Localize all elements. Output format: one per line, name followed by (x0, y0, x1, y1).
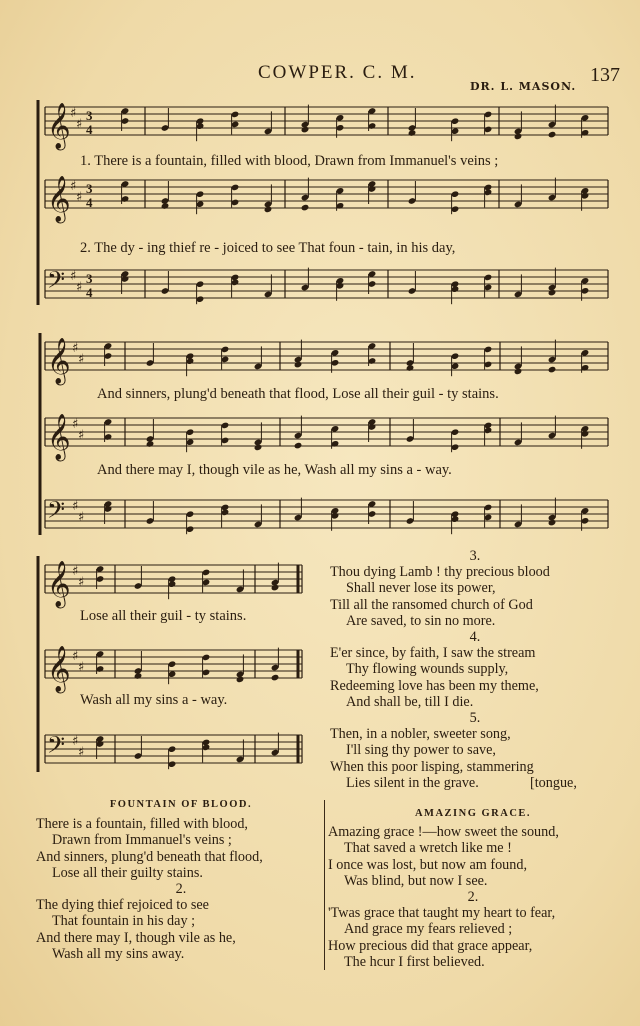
note-head (548, 131, 557, 139)
verse-number: 2. (467, 889, 479, 906)
verse-line: The dying thief rejoiced to see (36, 897, 209, 914)
sharp-icon: ♯ (76, 190, 83, 205)
verse-line: The hcur I first believed. (344, 953, 485, 970)
verse-line: Drawn from Immanuel's veins ; (52, 832, 232, 849)
sharp-icon: ♯ (78, 660, 85, 675)
verse-line: There is a fountain, filled with blood, (36, 816, 248, 833)
treble-clef-icon: 𝄞 (47, 103, 71, 149)
sharp-icon: ♯ (72, 734, 79, 749)
treble-clef-icon: 𝄞 (47, 646, 71, 692)
composer-credit: DR. L. MASON. (470, 80, 577, 93)
verse-line: Amazing grace !—how sweet the sound, (328, 824, 559, 841)
verse-line: Shall never lose its power, (346, 580, 496, 597)
time-signature-top: 3 (86, 181, 93, 196)
sharp-icon: ♯ (78, 510, 85, 525)
sharp-icon: ♯ (78, 352, 85, 367)
verse-line: And shall be, till I die. (346, 693, 474, 710)
time-signature-bottom: 4 (86, 122, 93, 137)
time-signature-bottom: 4 (86, 285, 93, 300)
amazing-grace-hymn (328, 806, 618, 970)
verse-line: How precious did that grace appear, (328, 937, 533, 954)
bass-clef-icon: 𝄢 (47, 731, 66, 764)
note-head (294, 361, 303, 369)
verse-line: And sinners, plung'd beneath that flood, (36, 848, 263, 865)
right-verses (330, 548, 620, 791)
lyric-system2-verse1: And sinners, plung'd beneath that flood, Lose all their guil - ty stains. (97, 386, 499, 402)
sharp-icon: ♯ (76, 280, 83, 295)
sharp-icon: ♯ (72, 341, 79, 356)
lyric-system3-verse1: Lose all their guil - ty stains. (80, 608, 247, 624)
hymn-heading: AMAZING GRACE. (414, 808, 532, 819)
verse-line: Redeeming love has been my theme, (330, 677, 539, 694)
sharp-icon: ♯ (78, 428, 85, 443)
sharp-icon: ♯ (70, 106, 77, 121)
verse-number: 4. (469, 629, 481, 646)
verse-line: Are saved, to sin no more. (346, 612, 496, 629)
verse-line: Lies silent in the grave. (346, 774, 479, 791)
lyric-system1-verse2: 2. The dy - ing thief re - joiced to see That foun - tain, in his day, (80, 240, 456, 256)
verse-line: I'll sing thy power to save, (346, 742, 496, 759)
sharp-icon: ♯ (76, 117, 83, 132)
note-head (264, 206, 273, 214)
note-head (548, 519, 557, 527)
fountain-of-blood-hymn (36, 797, 326, 962)
verse-line: Lose all their guilty stains. (52, 864, 203, 881)
treble-clef-icon: 𝄞 (47, 338, 71, 384)
note-head (271, 674, 280, 682)
sharp-icon: ♯ (72, 564, 79, 579)
verse-line: And grace my fears relieved ; (344, 921, 513, 938)
page-number: 137 (590, 64, 620, 86)
verse-number: 2. (175, 881, 187, 898)
verse-line: Till all the ransomed church of God (330, 596, 533, 613)
note-head (294, 442, 303, 450)
verse-line: Was blind, but now I see. (344, 872, 488, 889)
verse-line: Wash all my sins away. (52, 945, 185, 962)
verse-number: 5. (469, 710, 481, 727)
verse-line: That saved a wretch like me ! (344, 840, 512, 857)
hymn-title: COWPER. C. M. (258, 62, 417, 83)
verse-line-overflow: [tongue, (530, 774, 577, 791)
verse-line: I once was lost, but now am found, (328, 856, 527, 873)
treble-clef-icon: 𝄞 (47, 414, 71, 460)
verse-number: 3. (469, 548, 481, 564)
note-head (301, 204, 310, 212)
note-head (301, 126, 310, 134)
verse-line: When this poor lisping, stammering (330, 758, 534, 775)
sharp-icon: ♯ (70, 269, 77, 284)
note-head (271, 584, 280, 592)
verse-line-wrap (330, 775, 620, 791)
verse-line: Then, in a nobler, sweeter song, (330, 726, 511, 743)
note-head (514, 368, 523, 376)
note-head (514, 133, 523, 141)
time-signature-top: 3 (86, 271, 93, 286)
note-head (406, 364, 415, 372)
lyric-system2-verse2: And there may I, though vile as he, Wash all my sins a - way. (97, 462, 452, 478)
note-head (134, 672, 143, 680)
hymn-heading: FOUNTAIN OF BLOOD. (109, 799, 253, 810)
verse-line: Thy flowing wounds supply, (346, 661, 509, 678)
time-signature-bottom: 4 (86, 195, 93, 210)
note-head (548, 366, 557, 374)
verse-line: That fountain in his day ; (52, 913, 196, 930)
note-head (161, 202, 170, 210)
sharp-icon: ♯ (72, 649, 79, 664)
sharp-icon: ♯ (72, 417, 79, 432)
column-divider (324, 800, 325, 970)
note-head (548, 289, 557, 297)
treble-clef-icon: 𝄞 (47, 561, 71, 607)
sharp-icon: ♯ (78, 575, 85, 590)
note-head (146, 440, 155, 448)
sharp-icon: ♯ (70, 179, 77, 194)
bass-clef-icon: 𝄢 (47, 266, 66, 299)
lyric-system1-verse1: 1. There is a fountain, filled with blood, Drawn from Immanuel's veins ; (80, 153, 499, 169)
sharp-icon: ♯ (78, 745, 85, 760)
bass-clef-icon: 𝄢 (47, 496, 66, 529)
treble-clef-icon: 𝄞 (47, 176, 71, 222)
lyric-system3-verse2: Wash all my sins a - way. (80, 692, 228, 708)
note-head (254, 444, 263, 452)
verse-line: 'Twas grace that taught my heart to fear, (328, 905, 556, 922)
sharp-icon: ♯ (72, 499, 79, 514)
note-head (408, 129, 417, 137)
verse-line: And there may I, though vile as he, (36, 929, 236, 946)
time-signature-top: 3 (86, 108, 93, 123)
verse-line: E'er since, by faith, I saw the stream (330, 645, 536, 662)
verse-line: Thou dying Lamb ! thy precious blood (330, 564, 550, 581)
note-head (236, 676, 245, 684)
